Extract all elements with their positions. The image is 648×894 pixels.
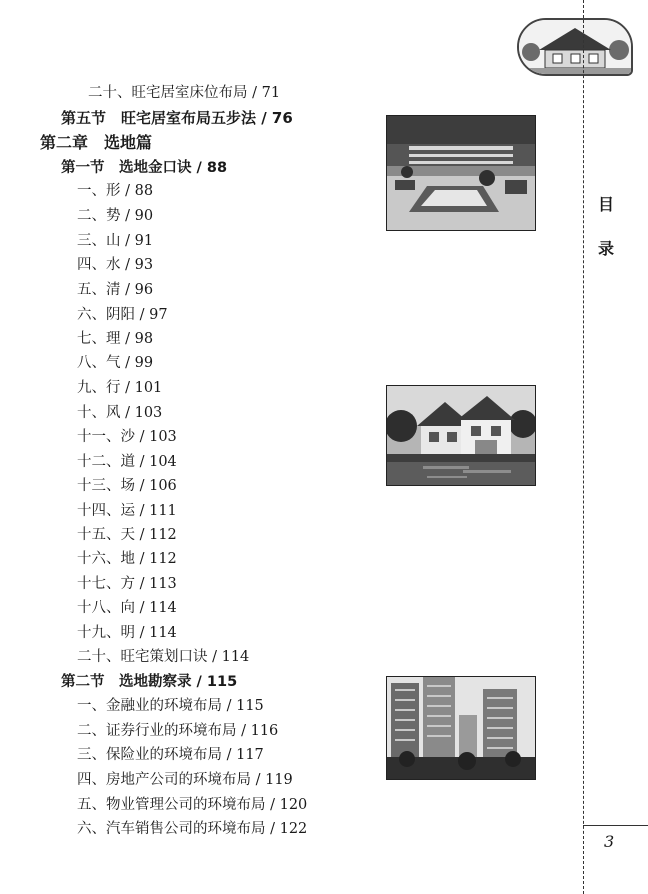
house-icon	[519, 20, 631, 74]
toc-entry: 二、证券行业的环境布局 / 116	[77, 723, 279, 739]
page-number-rule	[583, 825, 648, 826]
toc-entry: 十四、运 / 111	[77, 503, 177, 519]
toc-section-heading: 第二节 选地勘察录 / 115	[61, 674, 238, 690]
toc-entry: 一、形 / 88	[77, 183, 154, 199]
page-number: 3	[604, 832, 615, 851]
toc-entry: 十六、地 / 112	[77, 551, 177, 567]
side-title-char: 录	[598, 239, 615, 258]
toc-entry: 十三、场 / 106	[77, 478, 177, 494]
toc-entry: 十、风 / 103	[77, 405, 163, 421]
plaza-photo	[386, 115, 536, 231]
toc-entry: 十五、天 / 112	[77, 527, 177, 543]
toc-section-heading: 第一节 选地金口诀 / 88	[61, 160, 228, 176]
villa-illustration	[387, 386, 535, 485]
villa-photo	[386, 385, 536, 486]
toc-entry: 七、理 / 98	[77, 331, 154, 347]
toc-section-heading: 第五节 旺宅居室布局五步法 / 76	[61, 109, 293, 127]
toc-entry: 四、房地产公司的环境布局 / 119	[77, 772, 293, 788]
highrise-illustration	[387, 677, 535, 779]
toc-entry: 一、金融业的环境布局 / 115	[77, 698, 264, 714]
toc-entry: 三、保险业的环境布局 / 117	[77, 747, 264, 763]
toc-entry: 二十、旺宅策划口诀 / 114	[77, 649, 250, 665]
toc-entry: 六、阴阳 / 97	[77, 307, 168, 323]
toc-entry: 十八、向 / 114	[77, 600, 177, 616]
toc-entry: 二十、旺宅居室床位布局 / 71	[88, 85, 281, 101]
toc-entry: 二、势 / 90	[77, 208, 154, 224]
toc-entry: 五、清 / 96	[77, 282, 154, 298]
margin-dashed-line	[583, 0, 584, 894]
toc-entry: 十七、方 / 113	[77, 576, 177, 592]
house-logo	[517, 18, 633, 76]
toc-entry: 十九、明 / 114	[77, 625, 177, 641]
highrise-photo	[386, 676, 536, 780]
toc-entry: 四、水 / 93	[77, 257, 154, 273]
toc-entry: 十二、道 / 104	[77, 454, 177, 470]
toc-chapter-heading: 第二章 选地篇	[40, 133, 153, 152]
toc-entry: 九、行 / 101	[77, 380, 163, 396]
toc-entry: 六、汽车销售公司的环境布局 / 122	[77, 821, 308, 837]
toc-entry: 十一、沙 / 103	[77, 429, 177, 445]
toc-entry: 三、山 / 91	[77, 233, 154, 249]
side-title-char: 目	[598, 195, 615, 214]
plaza-illustration	[387, 116, 535, 230]
toc-entry: 八、气 / 99	[77, 355, 154, 371]
toc-entry: 五、物业管理公司的环境布局 / 120	[77, 797, 308, 813]
